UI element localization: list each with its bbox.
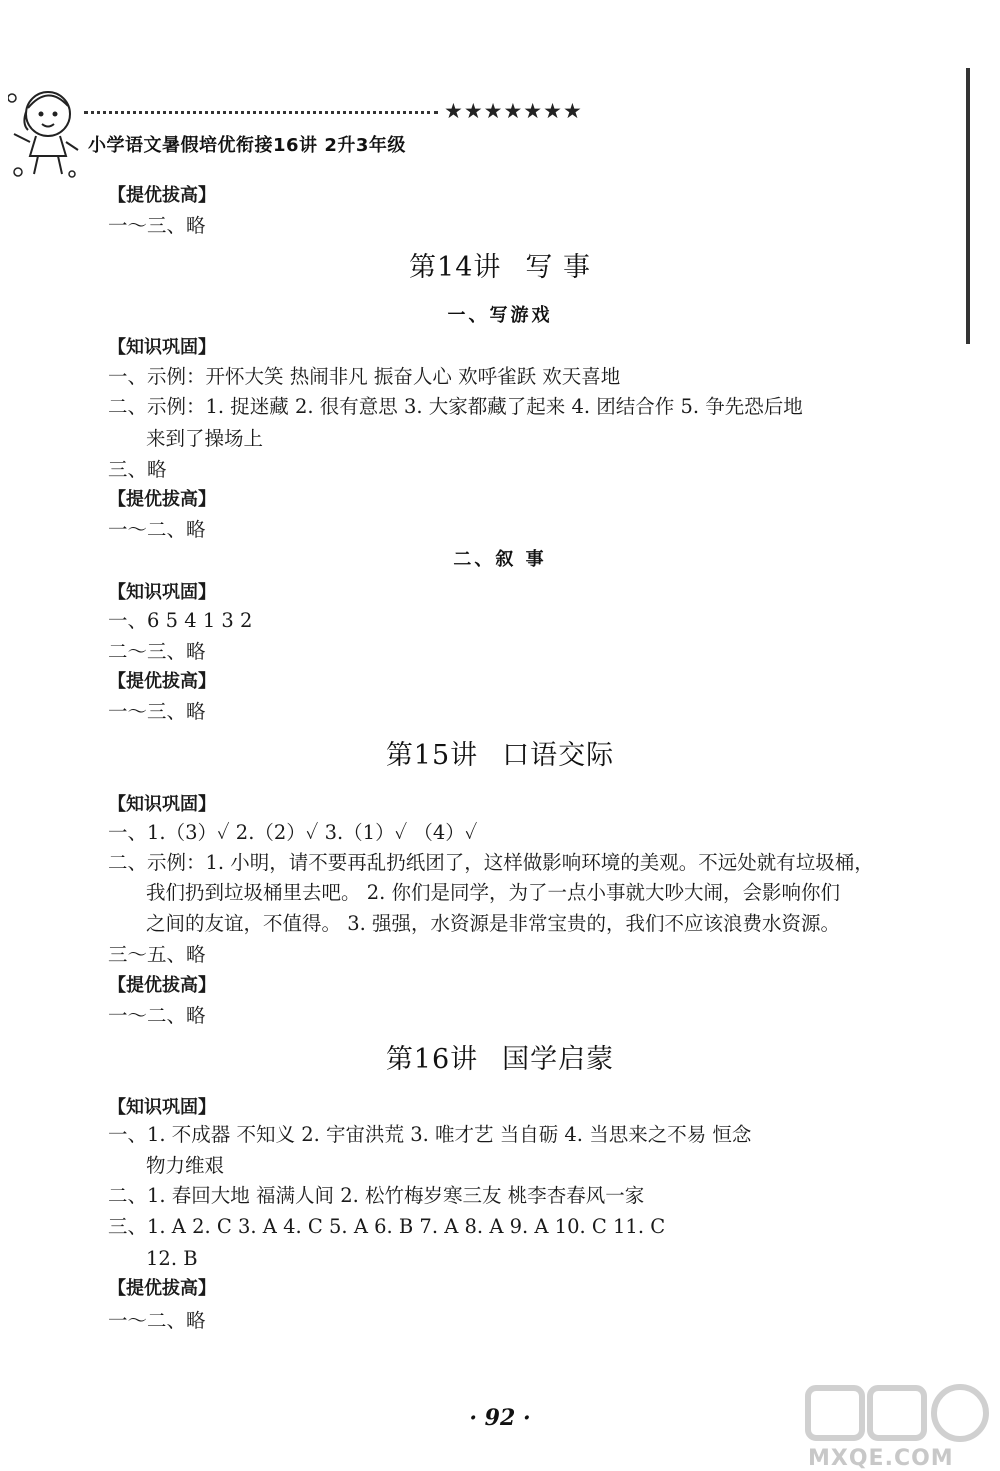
header-title: 小学语文暑假培优衔接16讲 2升3年级 [88,135,406,156]
answer-line: 一、1.（3）✓ 2.（2）✓ 3.（1）✓ （4）✓ [108,821,478,844]
subsection-heading: 二、叙 事 [453,549,547,570]
answer-line-continuation: 之间的友谊，不值得。 3. 强强，水资源是非常宝贵的，我们不应该浪费水资源。 [146,912,841,935]
answer-line: 二、示例：1. 捉迷藏 2. 很有意思 3. 大家都藏了起来 4. 团结合作 5. 争先恐后地 [108,395,803,418]
header-stars: ★★★★★★★ [444,99,583,123]
answer-line: 二～三、略 [108,640,206,663]
answer-line: 一～三、略 [108,214,206,237]
answer-line: 三～五、略 [108,943,206,966]
section-label: 【知识巩固】 [108,337,216,358]
lesson-heading-16 [0,1042,1000,1078]
lesson-number: 第15讲 [385,740,479,771]
answer-line: 一、示例：开怀大笑 热闹非凡 振奋人心 欢呼雀跃 欢天喜地 [108,365,621,388]
answer-line-continuation: 物力维艰 [146,1154,225,1177]
lesson-heading-14 [0,250,1000,286]
cartoon-kid-icon [8,84,84,182]
answer-line-continuation: 我们扔到垃圾桶里去吧。 2. 你们是同学，为了一点小事就大吵大闹，会影响你们 [146,881,841,904]
lesson-heading-15 [0,738,1000,774]
lesson-name: 写 事 [525,252,591,283]
watermark-text: MXQE.COM [808,1446,954,1471]
answer-line-continuation: 12. B [146,1247,198,1270]
section-label: 【知识巩固】 [108,582,216,603]
answer-line: 一、1. 不成器 不知义 2. 宇宙洪荒 3. 唯才艺 当自砺 4. 当思来之不易 恒念 [108,1123,752,1146]
section-label: 【提优拔高】 [108,185,216,206]
answer-line-continuation: 来到了操场上 [146,427,264,450]
section-label: 【提优拔高】 [108,489,216,510]
subsection-heading: 一、写游戏 [447,305,553,326]
section-label: 【提优拔高】 [108,1278,216,1299]
answer-line: 二、示例：1. 小明，请不要再乱扔纸团了，这样做影响环境的美观。不远处就有垃圾桶， [108,851,874,874]
answer-line: 一～三、略 [108,700,206,723]
lesson-name: 口语交际 [502,740,615,771]
answer-line: 三、略 [108,458,167,481]
answer-line: 一～二、略 [108,1309,206,1332]
answer-line: 一～二、略 [108,1004,206,1027]
answer-line: 三、1. A 2. C 3. A 4. C 5. A 6. B 7. A 8. A 9. A 10. C 11. C [108,1215,666,1238]
lesson-number: 第16讲 [385,1044,479,1075]
answer-line: 二、1. 春回大地 福满人间 2. 松竹梅岁寒三友 桃李杏春风一家 [108,1184,645,1207]
answer-line: 一～二、略 [108,518,206,541]
section-label: 【知识巩固】 [108,1097,216,1118]
header-dotted-line [84,111,438,114]
section-label: 【知识巩固】 [108,794,216,815]
section-label: 【提优拔高】 [108,671,216,692]
lesson-number: 第14讲 [409,252,502,283]
answer-line: 一、6 5 4 1 3 2 [108,609,253,632]
page-number: · 92 · [469,1405,531,1431]
lesson-name: 国学启蒙 [502,1044,615,1075]
section-label: 【提优拔高】 [108,975,216,996]
